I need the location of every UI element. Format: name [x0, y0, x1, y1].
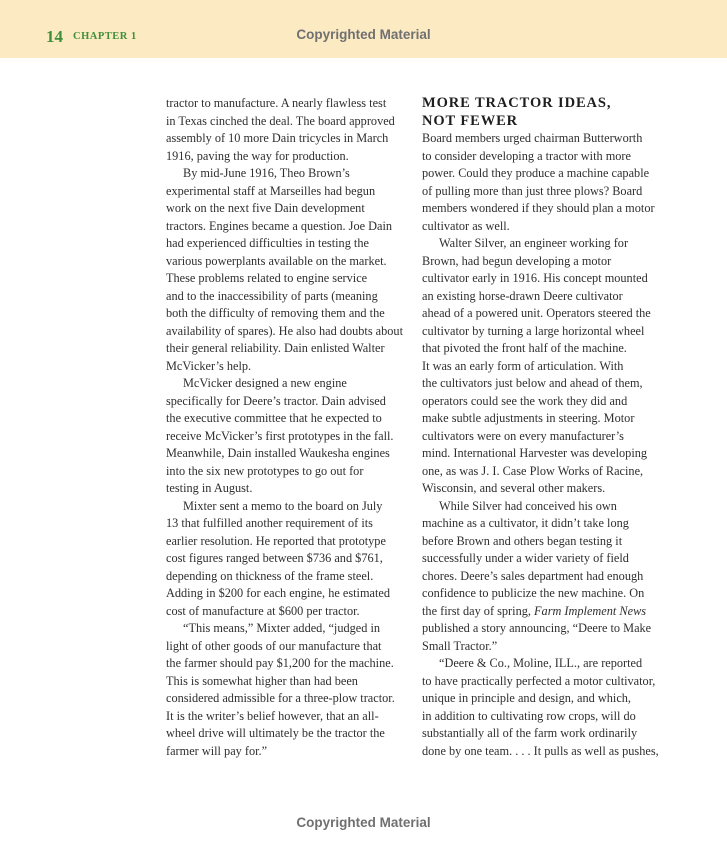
section-heading-line: MORE TRACTOR IDEAS, [422, 95, 612, 111]
page-number: 14 [46, 27, 63, 46]
text-line: “This means,” Mixter added, “judged in [183, 621, 381, 635]
text-line: confidence to publicize the new machine. On [422, 586, 645, 600]
text-line: mind. International Harvester was developing [422, 446, 648, 460]
text-line: substantially all of the farm work ordinarily [422, 726, 638, 740]
text-line: cultivator early in 1916. His concept mounted [422, 271, 648, 285]
text-line: Small Tractor.” [422, 638, 498, 653]
right-column [422, 95, 667, 760]
text-line: cultivator by turning a large horizontal wheel [422, 323, 645, 338]
text-line: McVicker’s help. [166, 358, 252, 373]
text-line: By mid-June 1916, Theo Brown’s [183, 166, 350, 180]
text-line: considered admissible for a three-plow tractor. [166, 691, 395, 705]
text-line: Mixter sent a memo to the board on July [183, 498, 383, 513]
text-line: that pivoted the front half of the machine. [422, 341, 627, 355]
text-line: the cultivators just below and ahead of them, [422, 376, 643, 390]
text-line: done by one team. . . . It pulls as well as pushes, [422, 743, 659, 758]
text-line: earlier resolution. He reported that prototype [166, 533, 386, 548]
text-fragment: the first day of spring, [422, 603, 531, 618]
text-line: McVicker designed a new engine [183, 376, 347, 390]
text-line: Adding in $200 for each engine, he estimated [166, 586, 391, 600]
text-line: cultivator as well. [422, 218, 510, 233]
text-line: power. Could they produce a machine capable [422, 166, 650, 180]
text-line: It is the writer’s belief however, that an all- [166, 708, 379, 723]
text-line: had experienced difficulties in testing the [166, 236, 369, 250]
text-line: an existing horse-drawn Deere cultivator [422, 288, 623, 303]
publication-title: Farm Implement News [534, 603, 647, 618]
left-column [166, 95, 406, 760]
text-line: members wondered if they should plan a motor [422, 201, 655, 215]
watermark-top: Copyrighted Material [296, 27, 431, 42]
text-line: tractors. Engines became a question. Joe Dain [166, 218, 393, 233]
text-line: experimental staff at Marseilles had begun [166, 183, 376, 198]
text-line: one, as was J. I. Case Plow Works of Racine, [422, 463, 644, 478]
text-line: both the difficulty of removing them and the [166, 306, 385, 320]
text-line: cultivators were on every manufacturer’s [422, 428, 624, 443]
text-line: various powerplants available on the market. [166, 253, 387, 268]
text-line: Walter Silver, an engineer working for [439, 236, 629, 250]
text-line: in addition to cultivating row crops, will do [422, 708, 636, 723]
text-line: 1916, paving the way for production. [166, 148, 349, 163]
watermark-bottom: Copyrighted Material [296, 815, 431, 830]
text-line: This is somewhat higher than had been [166, 673, 358, 688]
text-line: to consider developing a tractor with more [422, 148, 631, 163]
text-line: of pulling more than just three plows? Board [422, 183, 643, 198]
text-line: and to the inaccessibility of parts (meaning [166, 288, 378, 303]
text-line: wheel drive will ultimately be the tractor the [166, 726, 385, 740]
text-line: farmer will pay for.” [166, 743, 268, 758]
text-line: Board members urged chairman Butterworth [422, 131, 643, 145]
text-line: their general reliability. Dain enlisted Walter [166, 341, 385, 355]
text-line: work on the next five Dain development [166, 201, 365, 215]
text-line: unique in principle and design, and which, [422, 691, 631, 705]
text-line: It was an early form of articulation. With [422, 358, 624, 373]
text-line: into the six new prototypes to go out for [166, 463, 364, 478]
text-line: chores. Deere’s sales department had enough [422, 568, 644, 583]
chapter-label: CHAPTER 1 [73, 31, 137, 42]
text-line: 13 that fulfilled another requirement of its [166, 516, 373, 530]
text-line: assembly of 10 more Dain tricycles in March [166, 131, 389, 145]
text-line: before Brown and others began testing it [422, 533, 623, 548]
text-line: the executive committee that he expected to [166, 411, 382, 425]
text-line: testing in August. [166, 481, 253, 495]
text-line: cost of manufacture at $600 per tractor. [166, 603, 360, 618]
text-line: in Texas cinched the deal. The board approved [166, 113, 395, 128]
text-line: to have practically perfected a motor cultivator, [422, 673, 656, 688]
text-line: ahead of a powered unit. Operators steered the [422, 306, 651, 320]
text-line: published a story announcing, “Deere to Make [422, 621, 652, 635]
text-line: cost figures ranged between $736 and $761, [166, 551, 383, 565]
text-line: operators could see the work they did and [422, 393, 628, 408]
section-heading-line: NOT FEWER [422, 112, 519, 129]
text-line: the farmer should pay $1,200 for the machine. [166, 656, 394, 670]
text-line: tractor to manufacture. A nearly flawless test [166, 96, 387, 110]
text-line: receive McVicker’s first prototypes in the fall. [166, 428, 394, 443]
text-line: successfully under a wider variety of field [422, 551, 629, 565]
text-line: availability of spares). He also had doubts about [166, 323, 403, 338]
text-line: light of other goods of our manufacture that [166, 638, 382, 653]
text-line: Meanwhile, Dain installed Waukesha engines [166, 446, 390, 460]
text-line: “Deere & Co., Moline, ILL., are reported [439, 656, 643, 670]
text-line: Brown, had begun developing a motor [422, 253, 612, 268]
text-line: depending on thickness of the frame steel. [166, 568, 374, 583]
text-line [422, 603, 667, 621]
text-line: machine as a cultivator, it didn’t take long [422, 516, 629, 530]
text-line: While Silver had conceived his own [439, 498, 617, 513]
text-line: specifically for Deere’s tractor. Dain advised [166, 393, 386, 408]
text-line: These problems related to engine service [166, 271, 368, 285]
text-line: Wisconsin, and several other makers. [422, 481, 606, 495]
text-line: make subtle adjustments in steering. Motor [422, 411, 635, 425]
